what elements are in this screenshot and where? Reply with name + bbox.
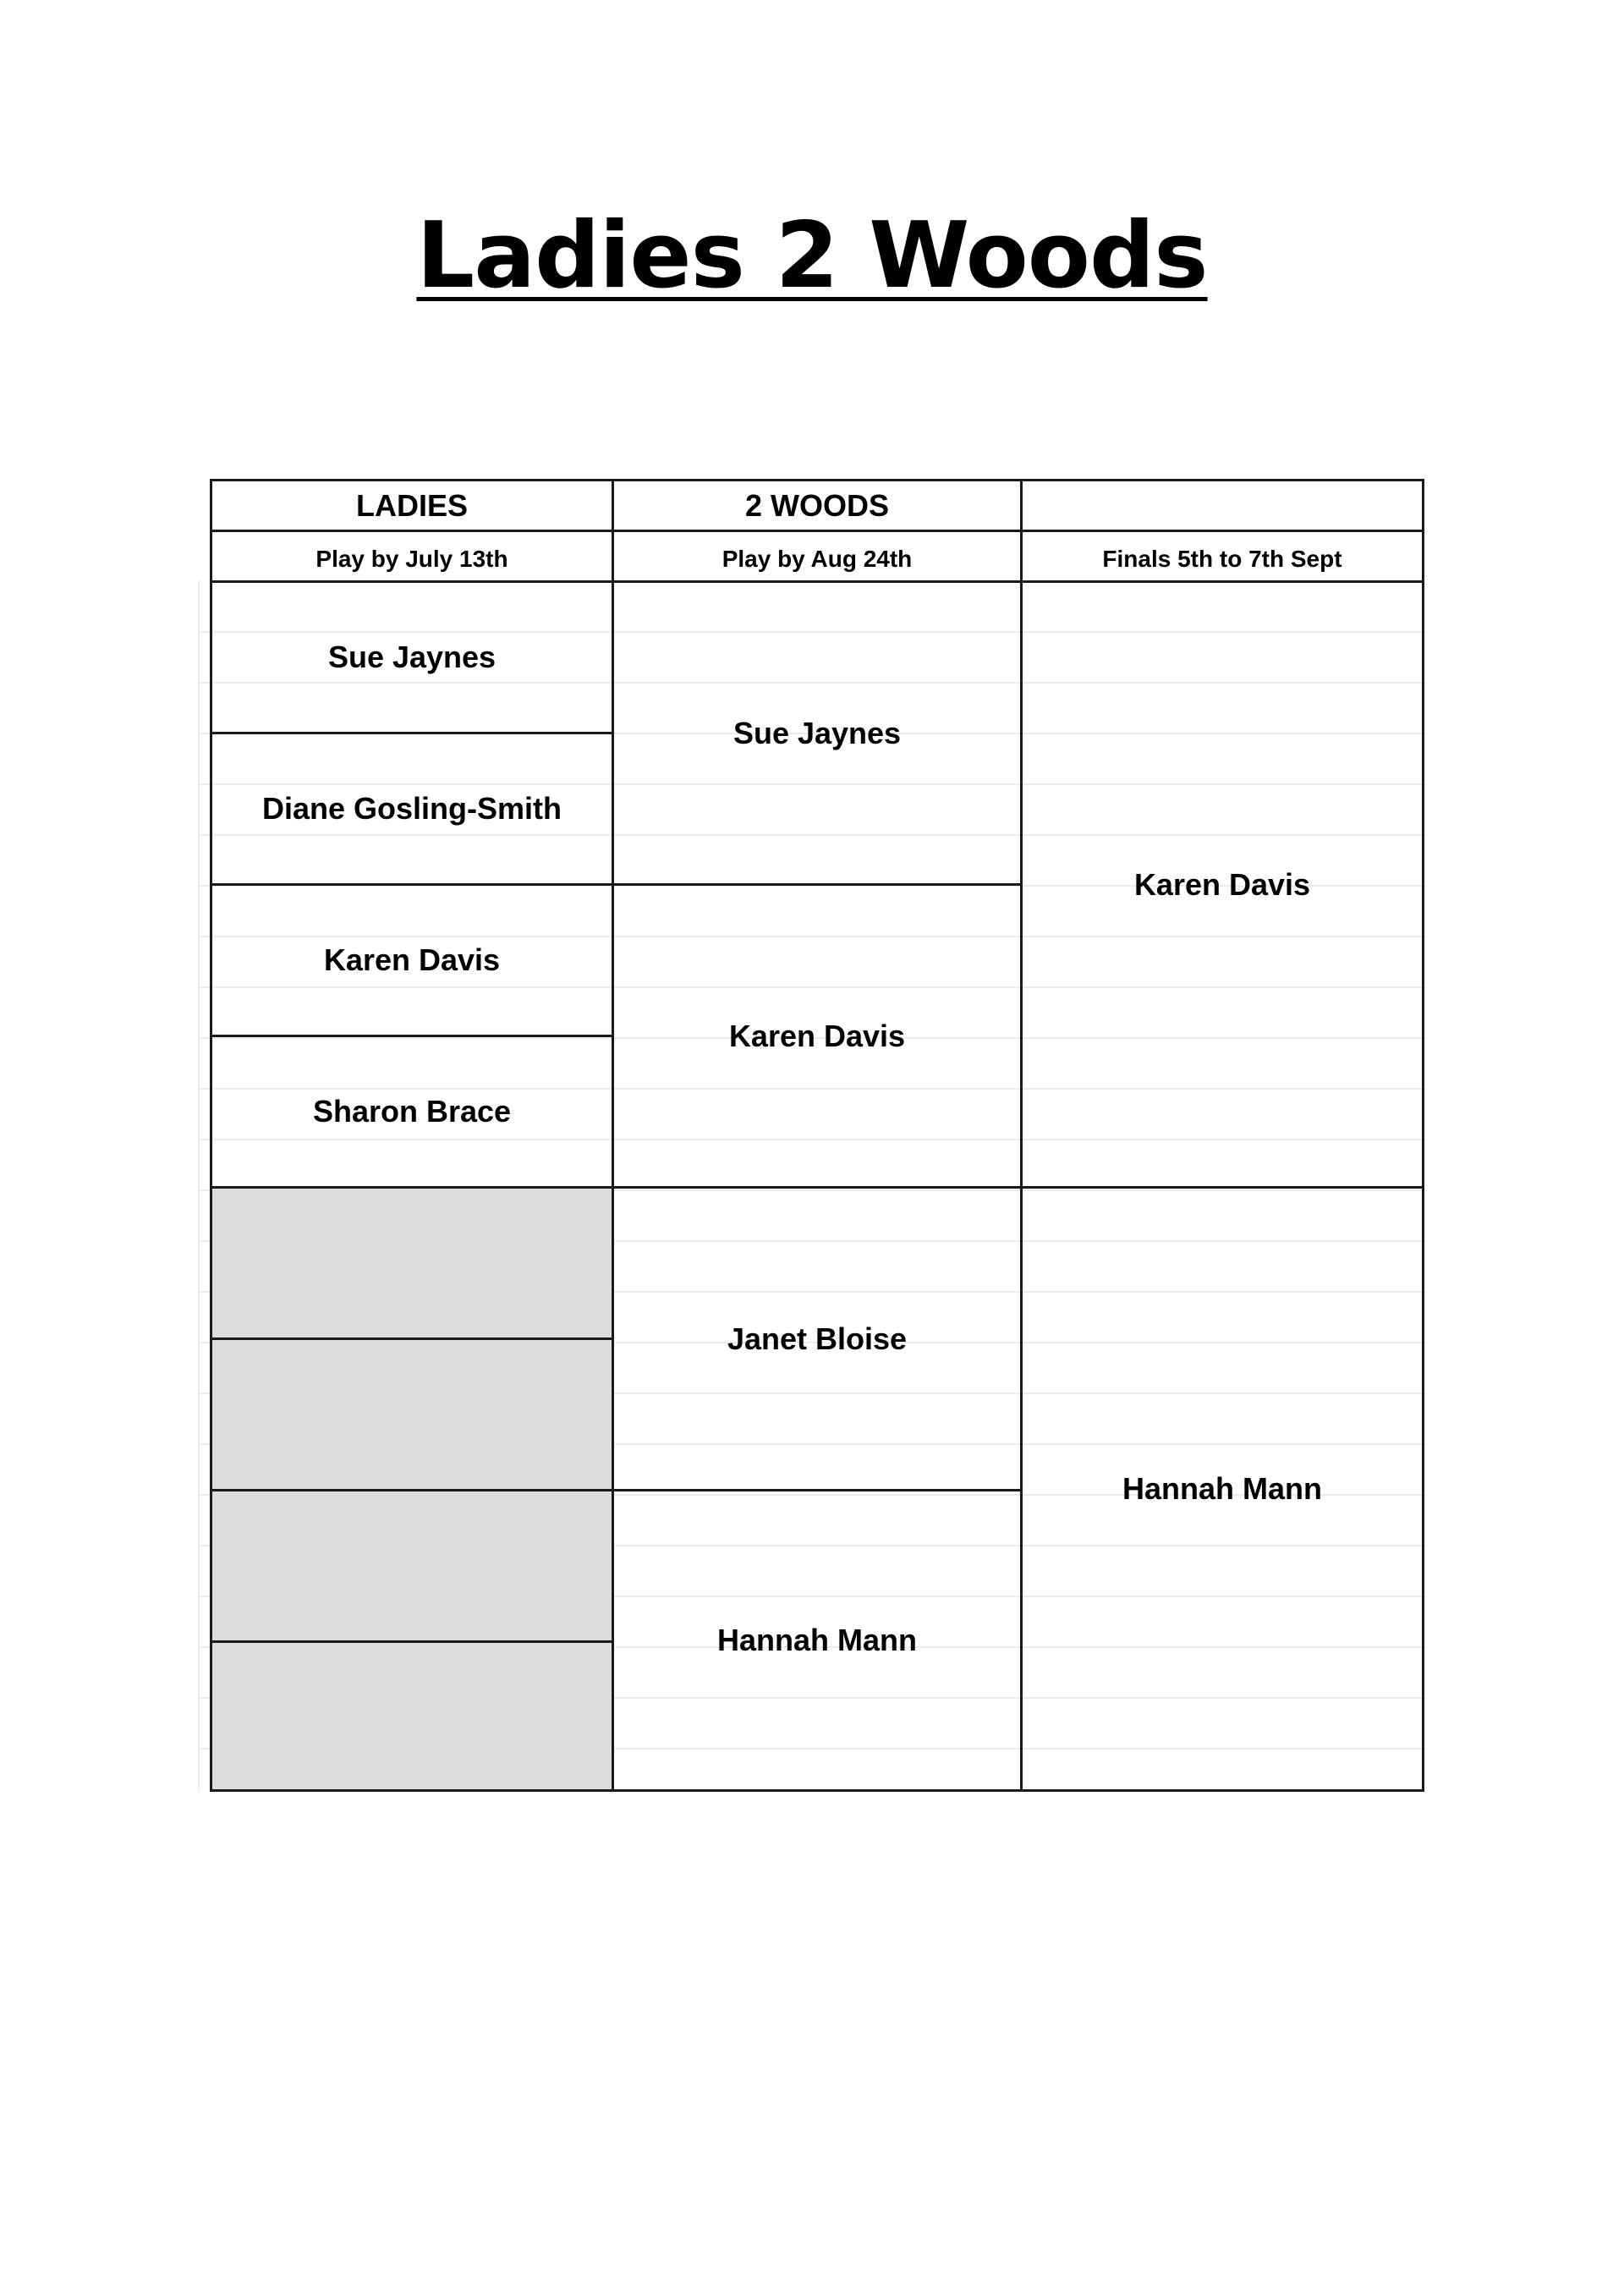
round1-player-1: Sue Jaynes bbox=[210, 580, 614, 734]
round1-player-2: Diane Gosling-Smith bbox=[210, 732, 614, 886]
header-finals-blank bbox=[1020, 479, 1424, 532]
finals-dates: Finals 5th to 7th Sept bbox=[1020, 530, 1424, 583]
round2-player-4: Hannah Mann bbox=[612, 1489, 1023, 1792]
header-ladies: LADIES bbox=[210, 479, 614, 532]
round1-player-3: Karen Davis bbox=[210, 883, 614, 1037]
round1-empty-slot bbox=[210, 1640, 614, 1792]
round1-empty-slot bbox=[210, 1186, 614, 1340]
round1-empty-slot bbox=[210, 1338, 614, 1491]
finalist-2: Hannah Mann bbox=[1020, 1186, 1424, 1792]
round2-player-3: Janet Bloise bbox=[612, 1186, 1023, 1491]
header-2-woods: 2 WOODS bbox=[612, 479, 1023, 532]
finalist-1: Karen Davis bbox=[1020, 580, 1424, 1189]
round1-empty-slot bbox=[210, 1489, 614, 1643]
grid-line bbox=[198, 580, 200, 1792]
round2-player-2: Karen Davis bbox=[612, 883, 1023, 1189]
round1-deadline: Play by July 13th bbox=[210, 530, 614, 583]
round2-deadline: Play by Aug 24th bbox=[612, 530, 1023, 583]
page-title: Ladies 2 Woods bbox=[416, 203, 1208, 309]
bracket-table bbox=[210, 479, 1424, 1792]
round1-player-4: Sharon Brace bbox=[210, 1035, 614, 1189]
round2-player-1: Sue Jaynes bbox=[612, 580, 1023, 886]
